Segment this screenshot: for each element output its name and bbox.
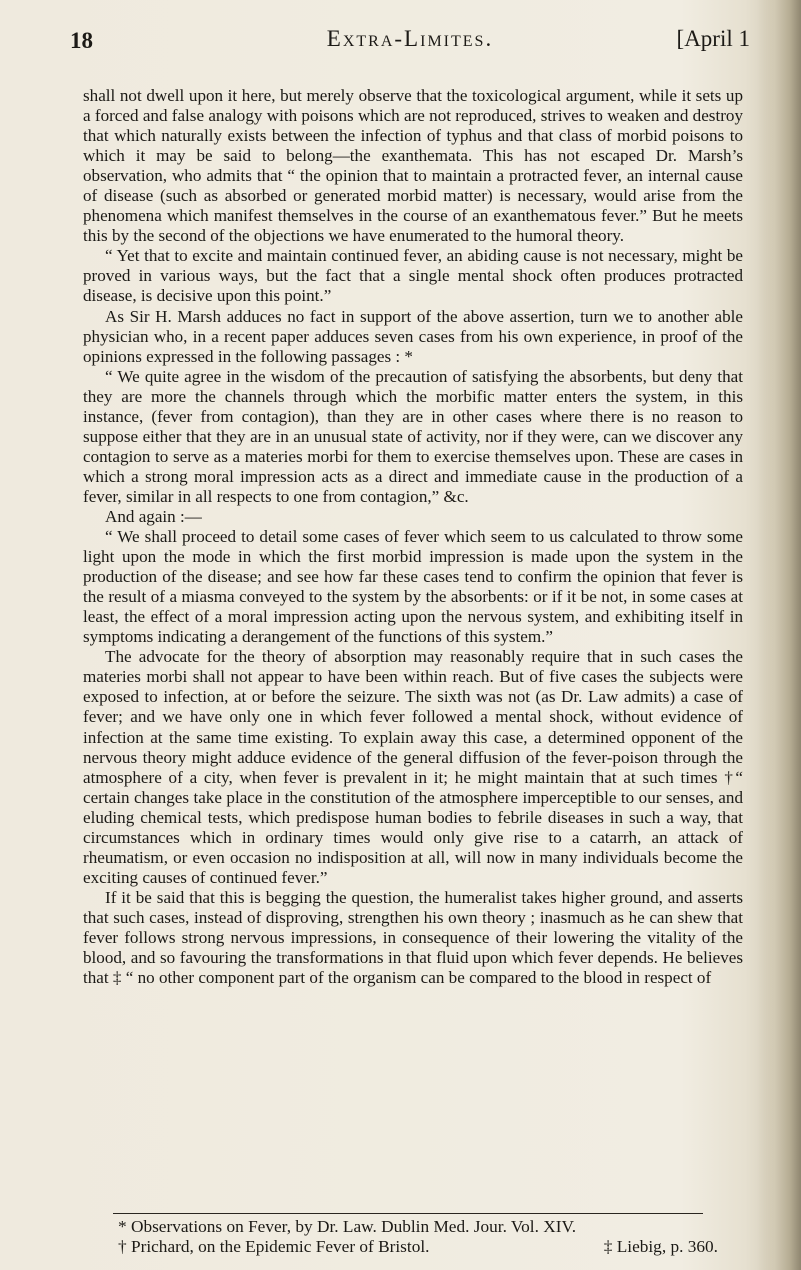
body-text: [83, 86, 743, 988]
paragraph: And again :—: [105, 506, 202, 526]
footnote-law: * Observations on Fever, by Dr. Law. Dublin Med. Jour. Vol. XIV.: [118, 1217, 577, 1236]
footnote-rule: [113, 1213, 703, 1214]
running-title: Extra-Limites.: [326, 26, 494, 51]
header-date: [April 1: [676, 26, 750, 51]
paragraph: “ We quite agree in the wisdom of the precaution of satisfying the absorbents, but deny that they are more the channels through which the morbific matter enters the system, in this instance, (fever from contagion), than they are in other cases where there is no reason to suppose either that they are in an unusual state of activity, nor if they were, can we discover any contagion to serve as a materies morbi for them to exercise themselves upon. These are cases in which a strong moral impression acts as a direct and immediate cause in the production of a fever, similar in all respects to one from contagion,” &c.: [83, 366, 743, 506]
footnote-prichard: † Prichard, on the Epidemic Fever of Bristol.: [118, 1237, 430, 1256]
paragraph: shall not dwell upon it here, but merely observe that the toxicological argument, while it sets up a forced and false analogy with poisons which are not reproduced, strives to weaken and destroy that which naturally exists between the infection of typhus and that class of morbid poisons to which it may be said to belong—the exanthemata. This has not escaped Dr. Marsh’s observation, who admits that “ the opinion that to maintain a protracted fever, an internal cause of disease (such as absorbed or generated morbid matter) is necessary, would arise from the phenomena which manifest themselves in the course of an exanthematous fever.” But he meets this by the second of the objections we have enumerated to the humoral theory.: [83, 86, 743, 246]
footnote-liebig: ‡ Liebig, p. 360.: [603, 1237, 718, 1256]
page-number: 18: [70, 28, 93, 53]
paragraph: As Sir H. Marsh adduces no fact in support of the above assertion, turn we to another able physician who, in a recent paper adduces seven cases from his own experience, in proof of the opinions expressed in the following passages : *: [83, 306, 743, 366]
page-edge-shadow: [757, 0, 801, 1270]
paragraph: “ We shall proceed to detail some cases of fever which seem to us calculated to throw some light upon the mode in which the first morbid impression is made upon the system in the production of the disease; and see how far these cases tend to confirm the opinion that fever is the result of a miasma conveyed to the system by the absorbents: or if it be not, in some cases at least, the effect of a moral impression acting upon the nervous system, and exhibiting itself in symptoms indicating a derangement of the functions of this system.”: [83, 527, 743, 647]
paragraph: If it be said that this is begging the question, the humeralist takes higher ground, and asserts that such cases, instead of disproving, strengthen his own theory ; inasmuch as he can shew that fever follows strong nervous impressions, in consequence of their lowering the vitality of the blood, and so favouring the transformations in that fluid upon which fever depends. He believes that ‡ “ no other component part of the organism can be compared to the blood in respect of: [83, 887, 743, 988]
paragraph: “ Yet that to excite and maintain continued fever, an abiding cause is not necessary, might be proved in various ways, but the fact that a single mental shock often produces protracted disease, is decisive upon this point.”: [83, 246, 743, 306]
footnote-line-2: [118, 1237, 718, 1257]
footnotes: [118, 1217, 718, 1257]
paragraph: The advocate for the theory of absorption may reasonably require that in such cases the materies morbi shall not appear to have been within reach. But of five cases the subjects were exposed to infection, at or before the seizure. The sixth was not (as Dr. Law admits) a case of fever; and we have only one in which fever followed a mental shock, without evidence of infection at the same time existing. To explain away this case, a determined opponent of the nervous theory might adduce evidence of the general diffusion of the fever-poison through the atmosphere of a city, when fever is prevalent in it; he might maintain that at such times †“ certain changes take place in the constitution of the atmosphere imperceptible to our senses, and eluding chemical tests, which predispose human bodies to febrile diseases in such a way, that circumstances which in ordinary times would only give rise to a catarrh, an attack of rheumatism, or even occasion no indisposition at all, will now in many individuals become the exciting causes of continued fever.”: [83, 647, 743, 887]
running-header: [70, 22, 750, 62]
